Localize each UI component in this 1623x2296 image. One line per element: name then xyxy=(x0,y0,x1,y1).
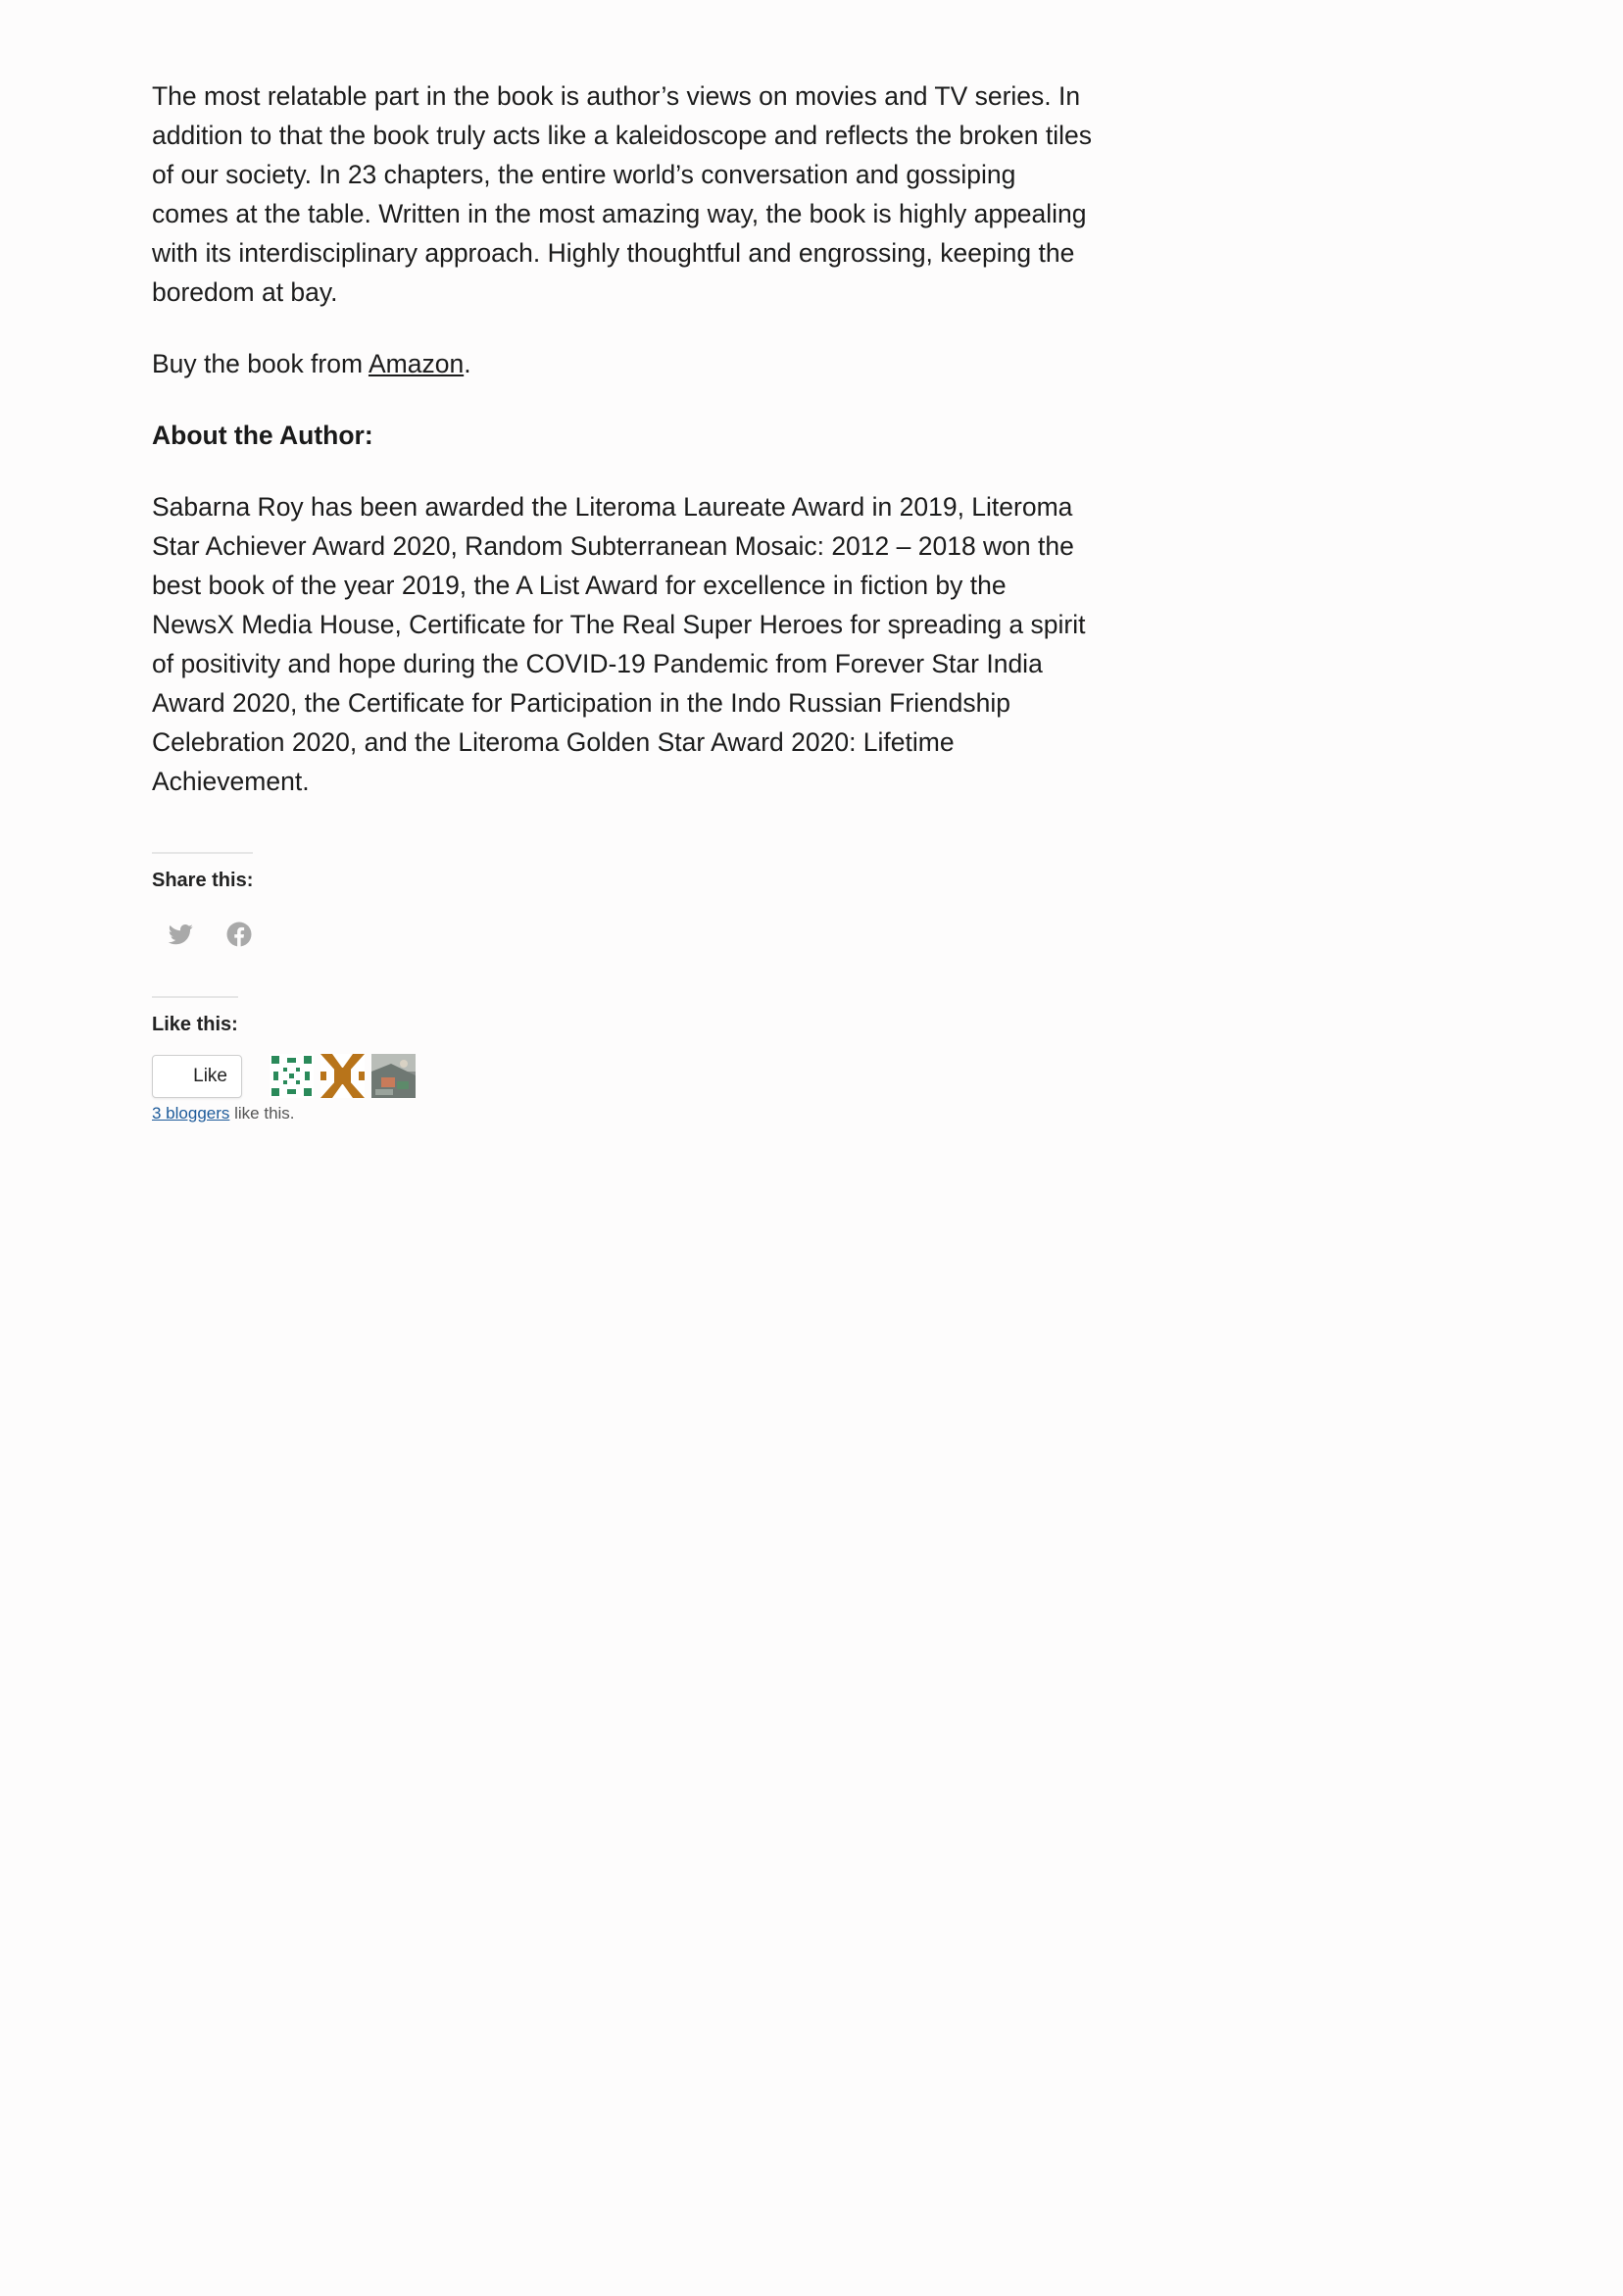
share-section xyxy=(152,852,1093,949)
like-label: Like this: xyxy=(152,996,238,1036)
author-bio-paragraph: Sabarna Roy has been awarded the Literoma Laureate Award in 2019, Literoma Star Achiever Award 2020, Random Subterranean Mosaic: 2012 – 2018 won the best book of the year 2019, the A List Award for excellence in fiction by the NewsX Media House, Certificate for The Real Super Heroes for spreading a spirit of positivity and hope during the COVID-19 Pandemic from Forever Star India Award 2020, the Certificate for Participation in the Indo Russian Friendship Celebration 2020, and the Literoma Golden Star Award 2020: Lifetime Achievement. xyxy=(152,492,1086,796)
buy-prefix: Buy the book from xyxy=(152,349,369,378)
review-paragraph: The most relatable part in the book is author’s views on movies and TV series. In addition to that the book truly acts like a kaleidoscope and reflects the broken tiles of our society. In 23 chapters, the entire world’s conversation and gossiping comes at the table. Written in the most amazing way, the book is highly appealing with its interdisciplinary approach. Highly thoughtful and engrossing, keeping the boredom at bay. xyxy=(152,81,1092,307)
like-row xyxy=(152,1054,1093,1098)
buy-paragraph xyxy=(152,344,1093,383)
bloggers-link[interactable]: 3 bloggers xyxy=(152,1104,230,1123)
like-button[interactable] xyxy=(152,1055,242,1098)
photo-avatar[interactable] xyxy=(371,1054,416,1098)
facebook-icon-glyph xyxy=(224,920,254,949)
like-section xyxy=(152,996,1093,1123)
twitter-icon[interactable] xyxy=(166,920,195,949)
green-pattern-avatar[interactable] xyxy=(270,1054,314,1098)
likes-suffix: like this. xyxy=(229,1104,295,1123)
like-button-label: Like xyxy=(193,1065,227,1086)
likes-summary xyxy=(152,1104,1093,1123)
article-content xyxy=(152,76,1093,1123)
facebook-icon[interactable] xyxy=(224,920,254,949)
share-label: Share this: xyxy=(152,852,253,892)
amazon-link[interactable]: Amazon xyxy=(368,349,465,378)
buy-suffix: . xyxy=(464,349,471,378)
twitter-icon-glyph xyxy=(166,920,195,949)
share-icons xyxy=(166,920,1093,949)
about-author-heading: About the Author: xyxy=(152,421,373,450)
orange-pattern-avatar[interactable] xyxy=(320,1054,365,1098)
liker-avatars xyxy=(270,1054,416,1098)
